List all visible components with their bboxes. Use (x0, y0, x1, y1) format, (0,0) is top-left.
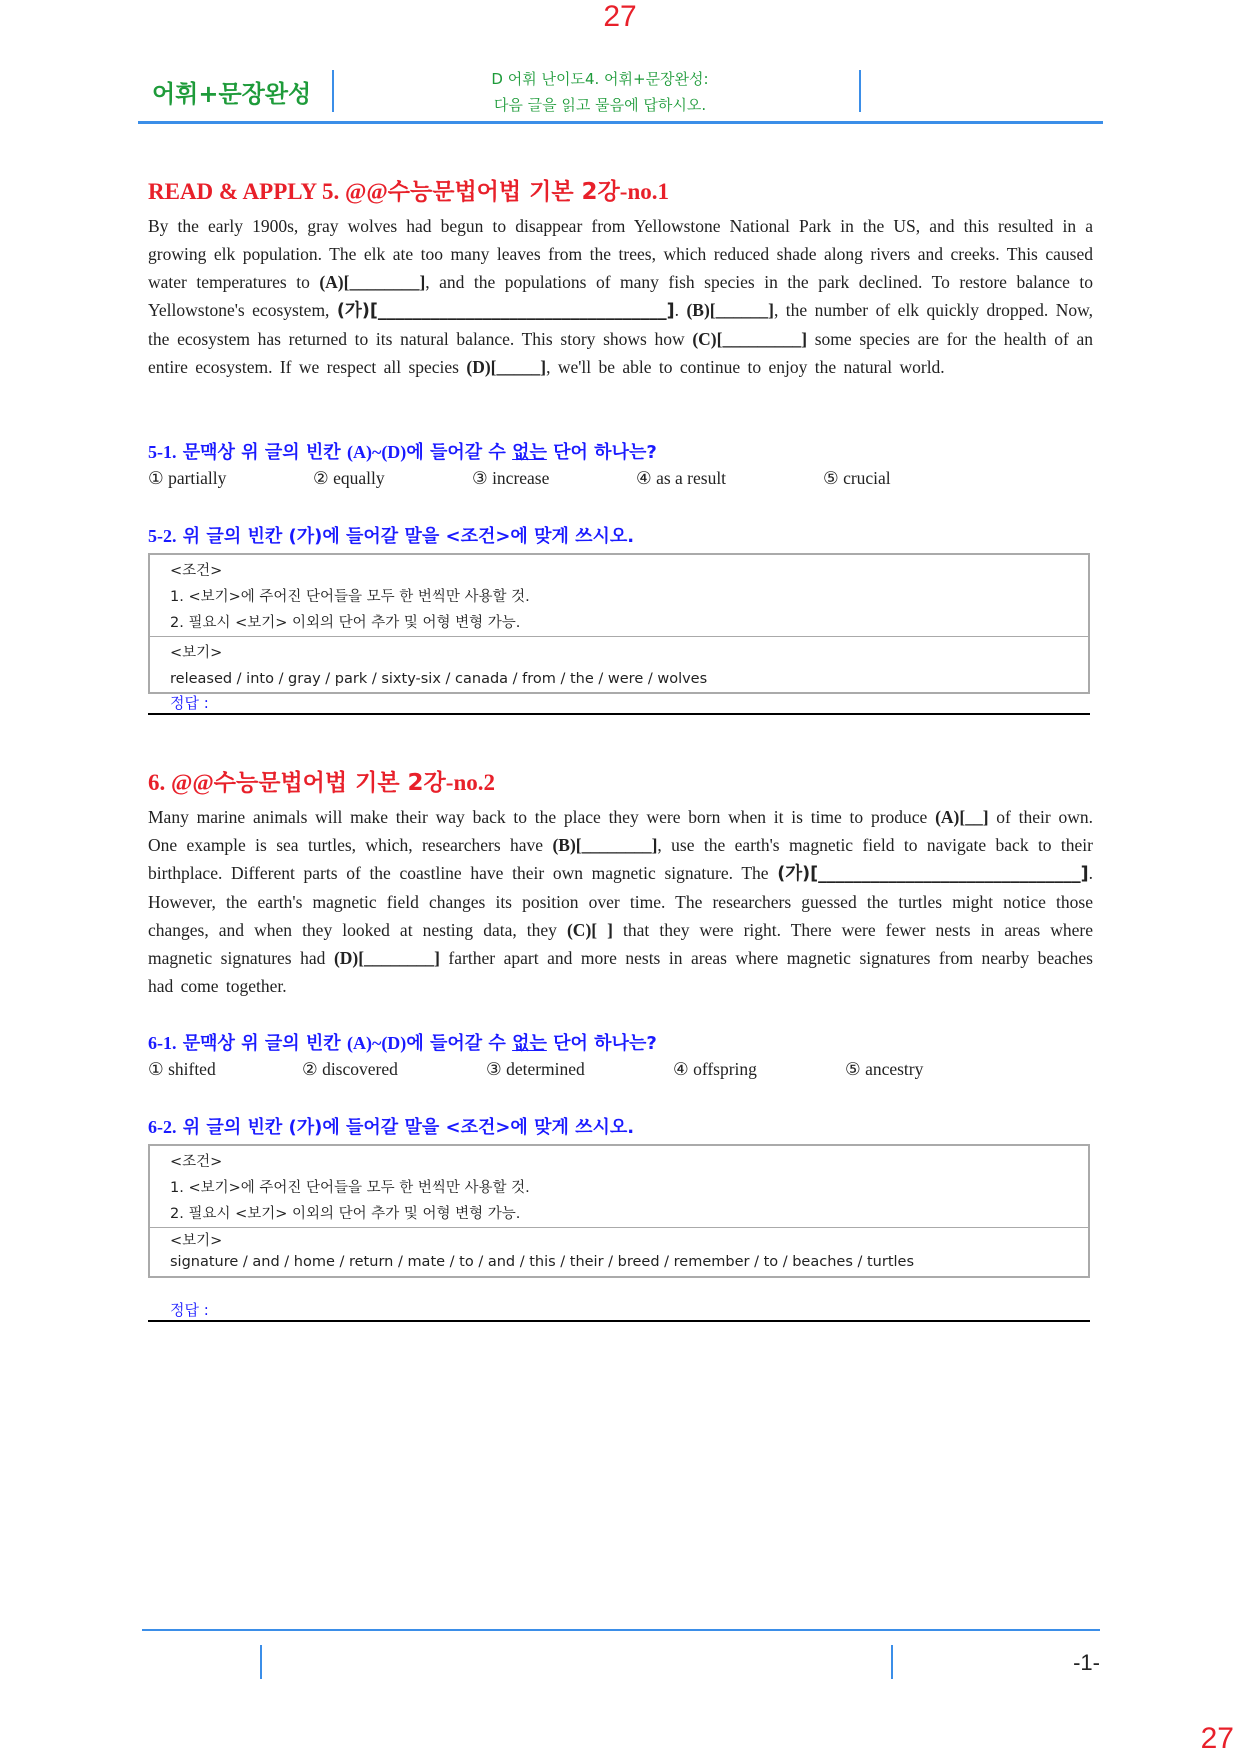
question-text: 에 들어갈 수 (406, 1033, 506, 1054)
bogi-title: <보기> (170, 1233, 223, 1249)
blank-ga: (가)[______________________________] (777, 864, 1089, 884)
blank-d: (D)[_____] (466, 357, 547, 377)
footer-divider-left (260, 1645, 262, 1679)
passage-text: , we'll be able to continue to enjoy the natural world. (546, 357, 945, 377)
question-text: 문맥상 위 글의 빈칸 (182, 442, 341, 463)
footer-rule (142, 1629, 1100, 1631)
header-divider-left (332, 70, 334, 112)
passage-text: farther apart and more nests in areas where magnetic signatures from nearby beaches had come together. (148, 948, 1093, 996)
blank-ga: (가)[_________________________________] (336, 301, 675, 321)
question-text: 단어 하나는? (553, 442, 657, 463)
bogi-words: signature / and / home / return / mate / to / and / this / their / breed / remember / to / beaches / turtles (170, 1254, 915, 1270)
passage-text: , use the earth's magnetic field to navigate back to their birthplace. Different parts of the coastline have their own magnetic signature. The (148, 835, 1093, 883)
header-instructions (440, 66, 760, 118)
bogi-section (150, 636, 1088, 692)
header-rule (138, 121, 1103, 124)
header-divider-right (859, 70, 861, 112)
condition-2: 2. 필요시 <보기> 이외의 단어 추가 및 어형 변형 가능. (170, 1206, 521, 1222)
section6-title-en: 6. @@ (148, 770, 214, 795)
choice-3[interactable]: ③ increase (472, 468, 550, 488)
choice-4[interactable]: ④ as a result (636, 468, 727, 488)
passage-text: By the early 1900s, gray wolves had begun to disappear from Yellowstone National Park in the US, and this resulted in a growing elk population. The elk ate too many leaves from the trees, which reduced shade along rivers and creeks. This caused water temperatures to (148, 216, 1093, 292)
passage-text: Many marine animals will make their way back to the place they were born when it is time to produce (148, 807, 936, 827)
passage-text: of their own. One example is sea turtles, which, researchers have (148, 807, 1093, 855)
question-5-1 (148, 438, 657, 464)
section6-title-ko: 수능문법어법 기본 2강 (213, 770, 446, 796)
answer-line-6[interactable] (148, 1320, 1090, 1322)
answer-line-5[interactable] (148, 713, 1090, 715)
condition-section (150, 555, 1088, 636)
choice-5[interactable]: ⑤ crucial (823, 468, 891, 488)
condition-section (150, 1146, 1088, 1227)
condition-title: <조건> (170, 1154, 223, 1170)
choice-1[interactable]: ① partially (148, 468, 227, 488)
condition-2: 2. 필요시 <보기> 이외의 단어 추가 및 어형 변형 가능. (170, 615, 521, 631)
blank-d: (D)[________] (333, 948, 440, 968)
passage-text: . However, the earth's magnetic field changes its position over time. The researchers guessed the turtles might notice those changes, and when they looked at nesting data, they (148, 863, 1093, 940)
section5-title-ko: 수능문법어법 기본 2강 (387, 179, 620, 205)
blank-b: (B)[________] (552, 835, 658, 855)
header-instruction-line1: D 어휘 난이도4. 어휘+문장완성: (491, 70, 709, 88)
condition-box-6 (148, 1144, 1090, 1278)
footer-page-number: -1- (1073, 1650, 1100, 1675)
section5-title-en: READ & APPLY 5. @@ (148, 179, 388, 204)
choice-4[interactable]: ④ offspring (673, 1059, 757, 1079)
section6-title-suffix: -no.2 (445, 770, 495, 795)
section5-title (148, 173, 669, 206)
passage-text: that they were right. There were fewer nests in areas where magnetic signatures had (148, 920, 1093, 968)
question-number: 5-2. (148, 526, 177, 546)
question-text: 에 들어갈 수 (406, 442, 506, 463)
header-title: 어휘+문장완성 (152, 80, 312, 108)
bogi-section (150, 1227, 1088, 1276)
question-6-1 (148, 1029, 657, 1055)
choice-2[interactable]: ② equally (313, 468, 385, 488)
choice-2[interactable]: ② discovered (302, 1059, 398, 1079)
section6-passage (148, 803, 1093, 1000)
passage-text: some species are for the health of an entire ecosystem. If we respect all species (148, 329, 1093, 377)
section5-title-suffix: -no.1 (619, 179, 669, 204)
condition-1: 1. <보기>에 주어진 단어들을 모두 한 번씩만 사용할 것. (170, 1180, 530, 1196)
question-emphasis: 없는 (512, 1033, 547, 1054)
section6-title (148, 764, 495, 797)
blank-a: (A)[__] (935, 807, 989, 827)
bogi-title: <보기> (170, 645, 223, 661)
footer-divider-right (891, 1645, 893, 1679)
header-instruction-line2: 다음 글을 읽고 물음에 답하시오. (493, 96, 707, 114)
passage-text: , and the populations of many fish species in the park declined. To restore balance to Yellowstone's ecosystem, (148, 272, 1093, 320)
passage-text: . (674, 300, 687, 320)
question-5-2 (148, 522, 634, 548)
passage-text: , the number of elk quickly dropped. Now, the ecosystem has returned to its natural balance. This story shows how (148, 300, 1093, 349)
question-range: (A)~(D) (346, 1033, 407, 1053)
question-6-2 (148, 1113, 634, 1139)
question-text: 단어 하나는? (553, 1033, 657, 1054)
question-text: 위 글의 빈칸 (가)에 들어갈 말을 <조건>에 맞게 쓰시오. (182, 1117, 635, 1138)
blank-c: (C)[ ] (566, 920, 613, 940)
question-text: 문맥상 위 글의 빈칸 (182, 1033, 341, 1054)
question-emphasis: 없는 (512, 442, 547, 463)
answer-label-6: 정답 : (170, 1301, 209, 1319)
bogi-words: released / into / gray / park / sixty-six / canada / from / the / were / wolves (170, 671, 708, 687)
question-range: (A)~(D) (346, 442, 407, 462)
answer-label-5: 정답 : (170, 694, 209, 712)
question-number: 6-2. (148, 1117, 177, 1137)
choice-3[interactable]: ③ determined (486, 1059, 585, 1079)
choice-1[interactable]: ① shifted (148, 1059, 216, 1079)
blank-a: (A)[________] (319, 272, 426, 292)
question-number: 5-1. (148, 442, 177, 462)
question-number: 6-1. (148, 1033, 177, 1053)
question-text: 위 글의 빈칸 (가)에 들어갈 말을 <조건>에 맞게 쓰시오. (182, 526, 635, 547)
condition-box-5 (148, 553, 1090, 694)
bottom-page-number: 27 (1200, 1722, 1234, 1755)
choice-5[interactable]: ⑤ ancestry (845, 1059, 924, 1079)
blank-b: (B)[______] (686, 300, 774, 320)
blank-c: (C)[_________] (692, 329, 808, 349)
condition-title: <조건> (170, 563, 223, 579)
top-page-number: 27 (603, 0, 637, 33)
condition-1: 1. <보기>에 주어진 단어들을 모두 한 번씩만 사용할 것. (170, 589, 530, 605)
section5-passage (148, 212, 1093, 381)
